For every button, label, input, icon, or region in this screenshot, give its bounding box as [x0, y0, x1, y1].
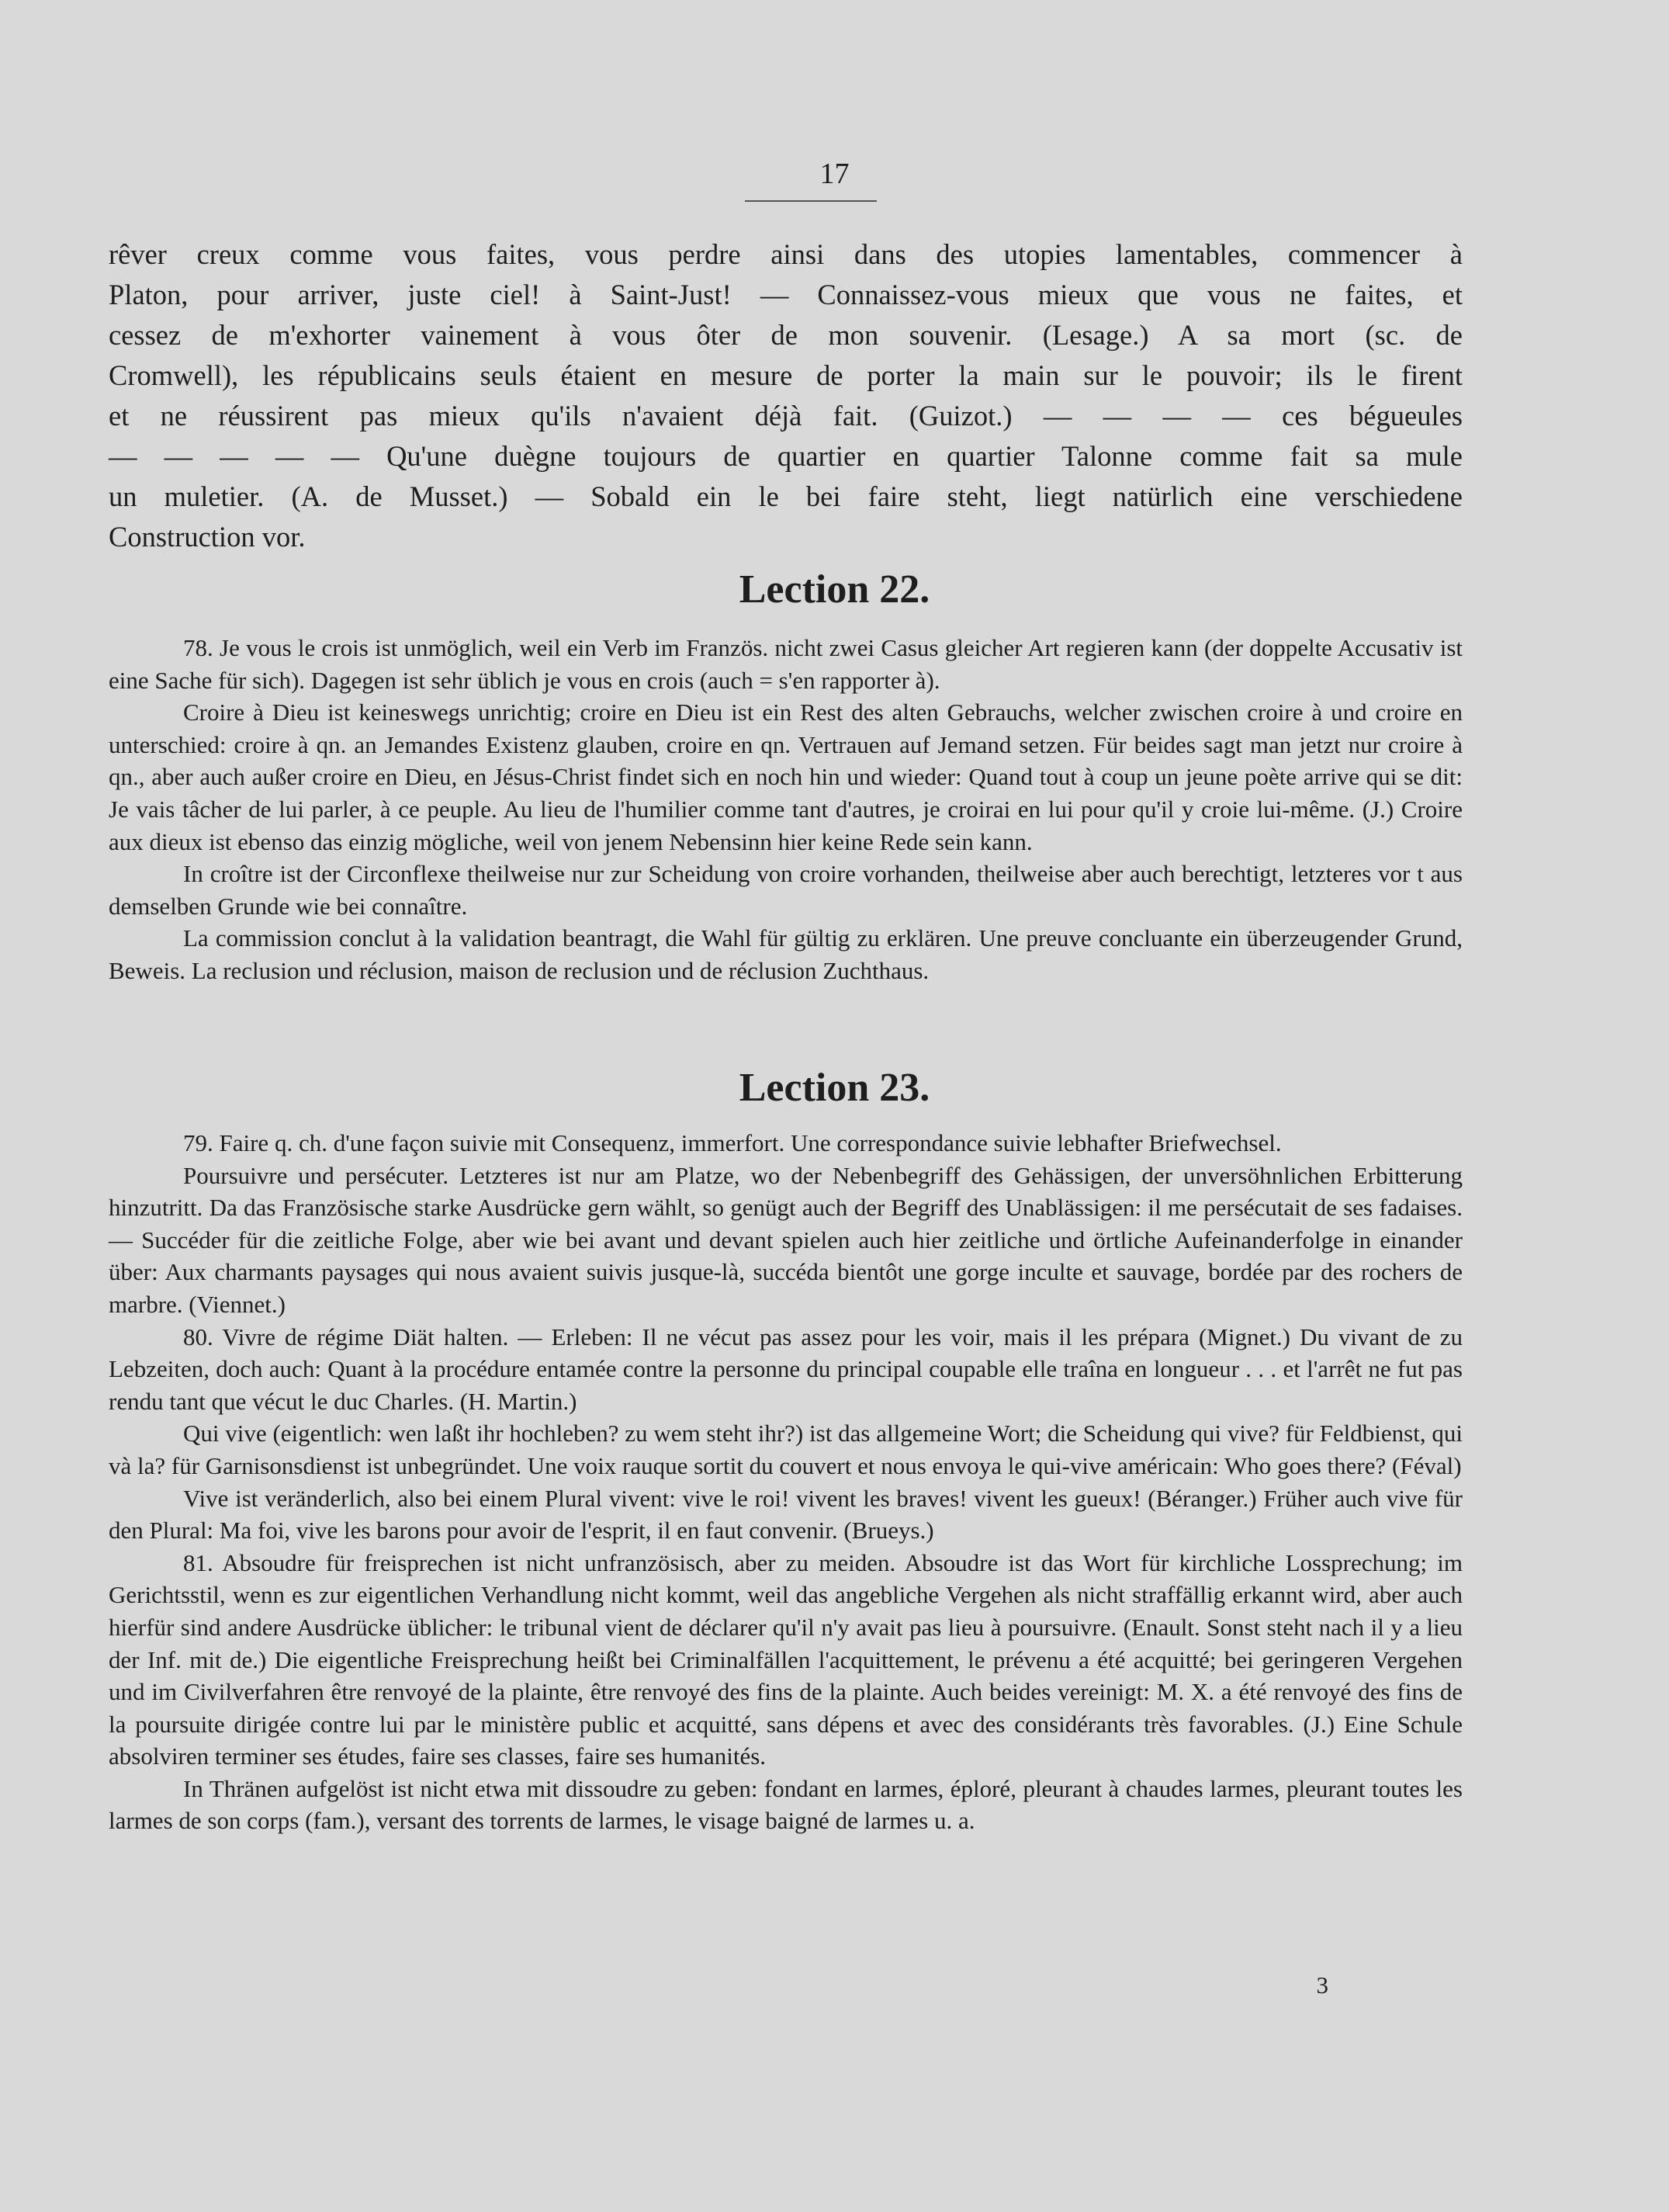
paragraph: Qui vive (eigentlich: wen laßt ihr hochleben? zu wem steht ihr?) ist das allgemeine Wort; die Scheidung qui vive? für Feldbienst, qui và la? für Garnisonsdienst ist unbegründet. Une voix rauque sortit du couvert et nous envoya le qui-vive américain: Who goes there? (Féval): [109, 1420, 1463, 1479]
lection-23-body: [109, 1127, 1463, 1837]
lection-22-heading: Lection 22.: [739, 567, 930, 612]
header-rule: [745, 200, 877, 202]
intro-line: un muletier. (A. de Musset.) — Sobald ein le bei faire steht, liegt natürlich eine verschiedene: [109, 480, 1463, 512]
lection-22-body: [109, 632, 1463, 987]
signature-mark: 3: [1316, 1971, 1328, 1999]
intro-line: Platon, pour arriver, juste ciel! à Saint-Just! — Connaissez-vous mieux que vous ne faites, et: [109, 279, 1463, 310]
intro-line: Construction vor.: [109, 521, 306, 553]
paragraph: Croire à Dieu ist keineswegs unrichtig; croire en Dieu ist ein Rest des alten Gebrauchs, welcher zwischen croire à und croire en unterschied: croire à qn. an Jemandes Existenz glauben, croire en qn. Vertrauen auf Jemand setzen. Für beides sagt man jetzt nur croire à qn., aber auch außer croire en Dieu, en Jésus-Christ findet sich en noch hin und wieder: Quand tout à coup un jeune poète arrive qui se dit: Je vais tâcher de lui parler, à ce peuple. Au lieu de l'humilier comme tant d'autres, je croirai en lui pour qu'il y croie lui-même. (J.) Croire aux dieux ist ebenso das einzig mögliche, weil von jenem Nebensinn hier keine Rede sein kann.: [109, 699, 1463, 855]
paragraph: Vive ist veränderlich, also bei einem Plural vivent: vive le roi! vivent les braves! vivent les gueux! (Béranger.) Früher auch vive für den Plural: Ma foi, vive les barons pour avoir de l'esprit, il en faut convenir. (Brueys.): [109, 1484, 1463, 1545]
paragraph: Poursuivre und persécuter. Letzteres ist nur am Platze, wo der Nebenbegriff des Gehässigen, der unversöhnlichen Erbitterung hinzutritt. Da das Französische starke Ausdrücke gern wählt, so genügt auch der Begriff des Unablässigen: il me persécutait de ses fadaises. — Succéder für die zeitliche Folge, aber wie bei avant und devant spielen auch hier zeitliche und örtliche Aufeinanderfolge in einander über: Aux charmants paysages qui nous avaient suivis jusque-là, succéda bientôt une gorge inculte et sauvage, bordée par des rochers de marbre. (Viennet.): [109, 1161, 1463, 1318]
paragraph: La commission conclut à la validation beantragt, die Wahl für gültig zu erklären. Une preuve concluante ein überzeugender Grund, Beweis. La reclusion und réclusion, maison de reclusion und de réclusion Zuchthaus.: [109, 924, 1463, 984]
intro-block: [109, 234, 1463, 557]
intro-line: et ne réussirent pas mieux qu'ils n'avaient déjà fait. (Guizot.) — — — — ces bégueules: [109, 400, 1463, 432]
lection-23-heading: Lection 23.: [739, 1066, 930, 1110]
intro-line: rêver creux comme vous faites, vous perdre ainsi dans des utopies lamentables, commencer à: [109, 238, 1463, 270]
paragraph: In Thränen aufgelöst ist nicht etwa mit dissoudre zu geben: fondant en larmes, éploré, pleurant à chaudes larmes, pleurant toutes les larmes de son corps (fam.), versant des torrents de larmes, le visage baigné de larmes u. a.: [109, 1774, 1463, 1835]
intro-line: — — — — — Qu'une duègne toujours de quartier en quartier Talonne comme fait sa mule: [109, 440, 1463, 472]
paragraph: 80. Vivre de régime Diät halten. — Erleben: Il ne vécut pas assez pour les voir, mais il les prépara (Mignet.) Du vivant de zu Lebzeiten, doch auch: Quant à la procédure entamée contre la personne du principal coupable elle traîna en longueur . . . et l'arrêt ne fut pas rendu tant que vécut le duc Charles. (H. Martin.): [109, 1323, 1463, 1415]
paragraph: In croître ist der Circonflexe theilweise nur zur Scheidung von croire vorhanden, theilweise aber auch berechtigt, letzteres vor t aus demselben Grunde wie bei connaître.: [109, 860, 1463, 920]
paragraph: 79. Faire q. ch. d'une façon suivie mit Consequenz, immerfort. Une correspondance suivie lebhafter Briefwechsel.: [183, 1129, 1282, 1156]
intro-line: Cromwell), les républicains seuls étaient en mesure de porter la main sur le pouvoir; ils le firent: [109, 359, 1463, 391]
paragraph: 81. Absoudre für freisprechen ist nicht unfranzösisch, aber zu meiden. Absoudre ist das Wort für kirchliche Lossprechung; im Gerichtsstil, wenn es zur eigentlichen Verhandlung nicht kommt, weil das angebliche Vergehen als nicht straffällig erkannt wird, aber auch hierfür sind andere Ausdrücke üblicher: le tribunal vient de déclarer qu'il n'y avait pas lieu à poursuivre. (Enault. Sonst steht nach il y a lieu der Inf. mit de.) Die eigentliche Freisprechung heißt bei Criminalfällen l'acquittement, le prévenu a été acquitté; bei geringeren Vergehen und im Civilverfahren être renvoyé de la plainte, être renvoyé des fins de la plainte. Auch beides vereinigt: M. X. a été renvoyé des fins de la poursuite dirigée contre lui par le ministère public et acquitté, sans dépens et avec des considérants très favorables. (J.) Eine Schule absolviren terminer ses études, faire ses classes, faire ses humanités.: [109, 1548, 1463, 1770]
page-number: 17: [819, 158, 850, 190]
intro-line: cessez de m'exhorter vainement à vous ôter de mon souvenir. (Lesage.) A sa mort (sc. de: [109, 319, 1463, 351]
paragraph: 78. Je vous le crois ist unmöglich, weil ein Verb im Französ. nicht zwei Casus gleicher Art regieren kann (der doppelte Accusativ ist eine Sache für sich). Dagegen ist sehr üblich je vous en crois (auch = s'en rapporter à).: [109, 634, 1463, 694]
